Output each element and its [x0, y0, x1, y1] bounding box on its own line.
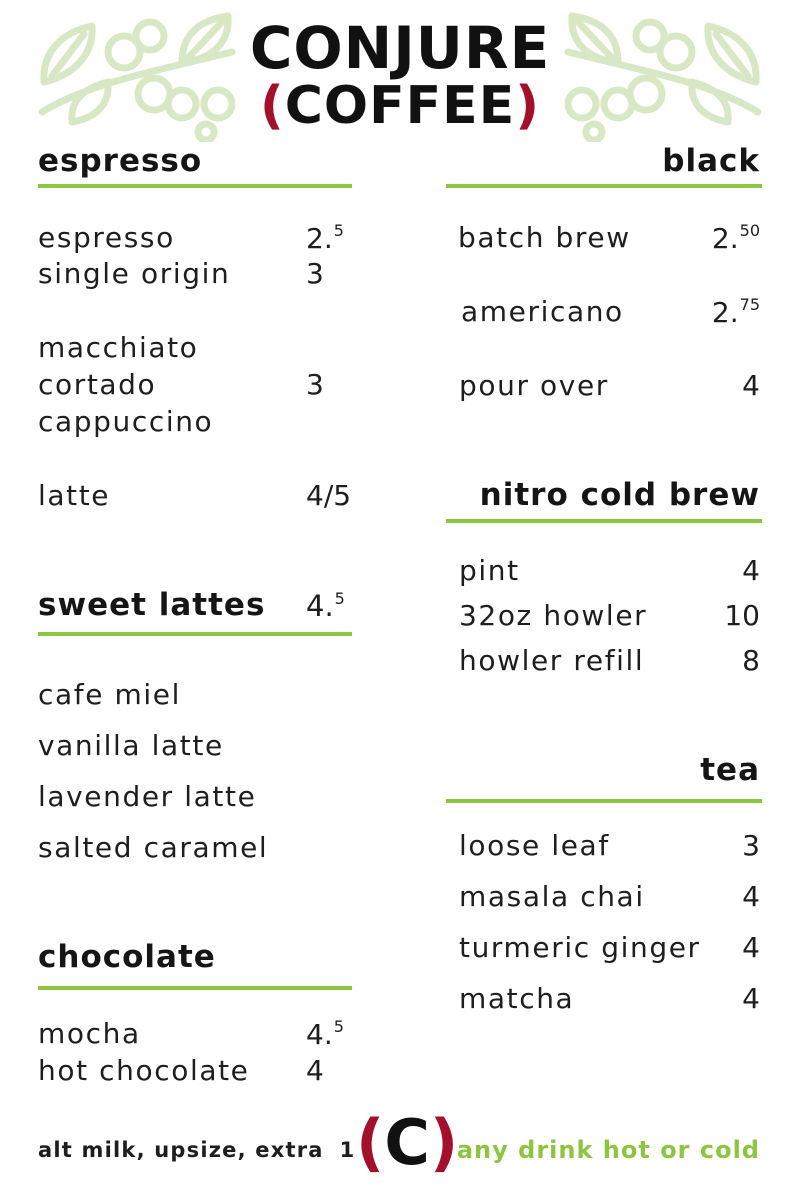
menu-item: 32oz howler — [459, 599, 648, 632]
sweet-lattes-rule — [38, 632, 352, 636]
menu-price: 4/5 — [306, 479, 352, 512]
menu-item: cortado — [38, 368, 157, 401]
footer-extras-label: alt milk, upsize, extra — [38, 1138, 324, 1162]
black-heading: black — [662, 143, 760, 179]
menu-price: 4 — [742, 554, 760, 587]
menu-item: masala chai — [459, 880, 645, 913]
black-rule — [446, 184, 762, 188]
menu-item: espresso — [38, 221, 175, 254]
menu-price: 3 — [306, 368, 324, 401]
menu-price: 2.50 — [711, 221, 760, 255]
menu-item: lavender latte — [38, 780, 257, 813]
brand-name: CONJURE — [249, 14, 551, 82]
tea-rule — [446, 799, 762, 803]
menu-item: macchiato — [38, 331, 199, 364]
menu-price: 4.$^5$ — [306, 1017, 344, 1051]
menu-price: 2.$^5$ — [306, 221, 344, 255]
brand-paren-close: ) — [515, 76, 540, 136]
chocolate-heading: chocolate — [38, 939, 216, 975]
menu-item: turmeric ginger — [459, 931, 701, 964]
nitro-rule — [446, 519, 762, 523]
menu-item: loose leaf — [459, 829, 610, 862]
footer-logo-mark: (C) — [356, 1106, 459, 1179]
menu-item: vanilla latte — [38, 729, 224, 762]
tea-heading: tea — [700, 752, 760, 788]
menu-item: matcha — [459, 982, 575, 1015]
espresso-heading: espresso — [38, 143, 203, 179]
menu-item: batch brew — [458, 221, 631, 254]
brand-paren-open: ( — [260, 76, 285, 136]
menu-item: cappuccino — [38, 405, 214, 438]
sweet-lattes-price: 4.$^5$ — [306, 589, 345, 623]
brand-coffee: COFFEE — [284, 76, 516, 136]
sweet-lattes-heading: sweet lattes — [38, 587, 266, 623]
footer-tagline: any drink hot or cold — [456, 1136, 760, 1164]
menu-price: 4 — [742, 880, 760, 913]
menu-item: hot chocolate — [38, 1054, 250, 1087]
menu-item: howler refill — [459, 644, 645, 677]
menu-item: cafe miel — [38, 678, 181, 711]
menu-item: mocha — [38, 1017, 141, 1050]
menu-item: latte — [38, 479, 111, 512]
menu-price: 3 — [742, 829, 760, 862]
menu-price: 2.75 — [711, 295, 760, 329]
brand-subtitle — [0, 76, 800, 136]
menu-price: 3 — [306, 257, 324, 290]
footer-extras — [38, 1138, 355, 1162]
menu-price: 4 — [742, 982, 760, 1015]
nitro-heading: nitro cold brew — [479, 477, 760, 513]
menu-price: 4 — [742, 931, 760, 964]
menu-item: single origin — [38, 257, 231, 290]
espresso-rule — [38, 184, 352, 188]
menu-item: salted caramel — [38, 831, 269, 864]
menu-price: 4 — [306, 1054, 324, 1087]
menu-item: pint — [459, 554, 520, 587]
menu-price: 4 — [742, 369, 760, 402]
footer-extras-price: 1 — [339, 1138, 356, 1162]
menu-item: pour over — [459, 369, 609, 402]
menu-price: 10 — [724, 599, 760, 632]
chocolate-rule — [38, 986, 352, 990]
menu-item: americano — [461, 295, 624, 328]
menu-price: 8 — [742, 644, 760, 677]
